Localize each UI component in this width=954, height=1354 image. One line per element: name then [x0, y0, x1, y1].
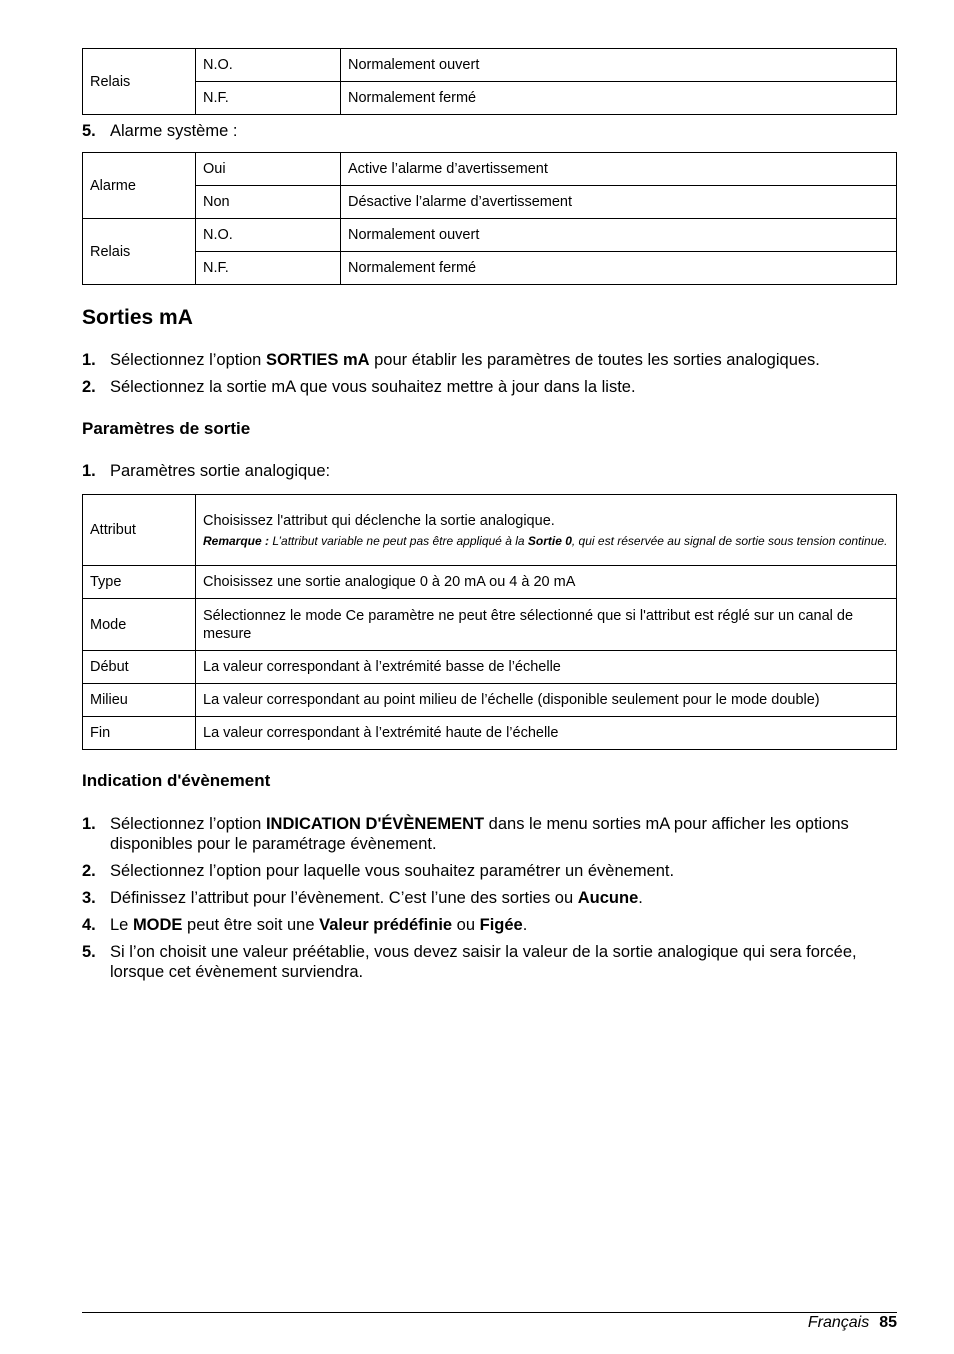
param-desc-cell: La valeur correspondant à l’extrémité haute de l’échelle	[196, 717, 897, 750]
option-cell: N.F.	[196, 82, 341, 115]
indication-step-1	[82, 814, 897, 854]
step-number: 2.	[82, 378, 96, 396]
desc-cell: Normalement ouvert	[341, 219, 897, 252]
step-number: 1.	[82, 462, 96, 480]
parametres-heading: Paramètres de sortie	[82, 419, 251, 438]
param-name-cell: Type	[83, 566, 196, 599]
step-text: Alarme système :	[110, 122, 238, 140]
param-name-cell: Attribut	[83, 495, 196, 566]
step-bold: Figée	[479, 916, 523, 934]
desc-cell: Désactive l’alarme d’avertissement	[341, 186, 897, 219]
param-desc-cell: Sélectionnez le mode Ce paramètre ne peut être sélectionné que si l'attribut est réglé sur un canal de mesure	[196, 599, 897, 651]
alarme-group-cell: Alarme	[83, 153, 196, 219]
step-text: Le	[110, 916, 133, 934]
step-text: Paramètres sortie analogique:	[110, 462, 331, 480]
param-desc: Choisissez l'attribut qui déclenche la sortie analogique.	[203, 512, 555, 529]
step-text: .	[638, 889, 643, 907]
step-text: Sélectionnez l’option	[110, 351, 266, 369]
param-desc-cell: La valeur correspondant à l’extrémité basse de l’échelle	[196, 651, 897, 684]
alarme-table	[82, 152, 897, 285]
option-cell: Non	[196, 186, 341, 219]
step-text: .	[522, 916, 528, 934]
step-bold: Aucune	[577, 889, 639, 907]
step-number: 5.	[82, 943, 96, 961]
sorties-heading: Sorties mA	[82, 306, 193, 329]
indication-step-5	[82, 942, 897, 982]
option-cell: N.O.	[196, 49, 341, 82]
param-desc-cell: La valeur correspondant au point milieu de l’échelle (disponible seulement pour le mode double)	[196, 684, 897, 717]
desc-cell: Normalement fermé	[341, 252, 897, 285]
step-text: Sélectionnez l’option pour laquelle vous souhaitez paramétrer un évènement.	[110, 862, 675, 880]
step-number: 2.	[82, 862, 96, 880]
footer-language: Français	[807, 1314, 870, 1331]
step-alarme-systeme	[82, 121, 897, 141]
indication-step-4	[82, 915, 897, 935]
document-page	[82, 48, 897, 982]
step-text: pour établir les paramètres de toutes les sorties analogiques.	[369, 351, 820, 369]
step-text: dans le menu sorties mA pour afficher les options disponibles pour le paramétrage évènement.	[110, 815, 849, 853]
param-name-cell: Milieu	[83, 684, 196, 717]
step-text: ou	[452, 916, 480, 934]
page-number: 85	[879, 1314, 897, 1331]
desc-cell: Normalement fermé	[341, 82, 897, 115]
note-text: , qui est réservée au signal de sortie sous tension continue.	[571, 533, 888, 548]
option-cell: N.F.	[196, 252, 341, 285]
indication-step-2	[82, 861, 897, 881]
step-number: 1.	[82, 815, 96, 833]
parametres-table	[82, 494, 897, 750]
note-text: L’attribut variable ne peut pas être appliqué à la	[269, 533, 528, 548]
indication-step-3	[82, 888, 897, 908]
param-name-cell: Début	[83, 651, 196, 684]
footer-text	[808, 1313, 897, 1333]
param-name-cell: Fin	[83, 717, 196, 750]
param-desc-cell: Choisissez une sortie analogique 0 à 20 mA ou 4 à 20 mA	[196, 566, 897, 599]
option-cell: N.O.	[196, 219, 341, 252]
note-label: Remarque :	[203, 533, 270, 548]
step-bold: Valeur prédéfinie	[319, 916, 453, 934]
note-bold: Sortie 0	[527, 533, 572, 548]
step-number: 3.	[82, 889, 96, 907]
option-cell: Oui	[196, 153, 341, 186]
desc-cell: Normalement ouvert	[341, 49, 897, 82]
indication-heading: Indication d'évènement	[82, 771, 271, 790]
relais-group-cell: Relais	[83, 219, 196, 285]
step-bold: SORTIES mA	[265, 351, 370, 369]
step-number: 4.	[82, 916, 96, 934]
sorties-step-1	[82, 350, 897, 370]
step-number: 1.	[82, 351, 96, 369]
step-text: Définissez l’attribut pour l’évènement. C’est l’une des sorties ou	[110, 889, 578, 907]
desc-cell: Active l’alarme d’avertissement	[341, 153, 897, 186]
parametres-step-1	[82, 461, 897, 481]
step-number: 5.	[82, 122, 96, 140]
step-text: Si l’on choisit une valeur préétablie, vous devez saisir la valeur de la sortie analogique qui sera forcée, lorsque cet évènement surviendra.	[110, 943, 857, 981]
step-text: Sélectionnez la sortie mA que vous souhaitez mettre à jour dans la liste.	[110, 378, 636, 396]
relais-table-top	[82, 48, 897, 115]
sorties-step-2	[82, 377, 897, 397]
step-bold: INDICATION D'ÉVÈNEMENT	[265, 815, 485, 833]
step-bold: MODE	[132, 916, 183, 934]
param-desc-cell	[196, 495, 897, 566]
step-text: Sélectionnez l’option	[110, 815, 266, 833]
param-note	[203, 534, 889, 549]
step-text: peut être soit une	[182, 916, 320, 934]
relais-group-cell: Relais	[83, 49, 196, 115]
param-name-cell: Mode	[83, 599, 196, 651]
page-footer	[82, 1312, 897, 1331]
